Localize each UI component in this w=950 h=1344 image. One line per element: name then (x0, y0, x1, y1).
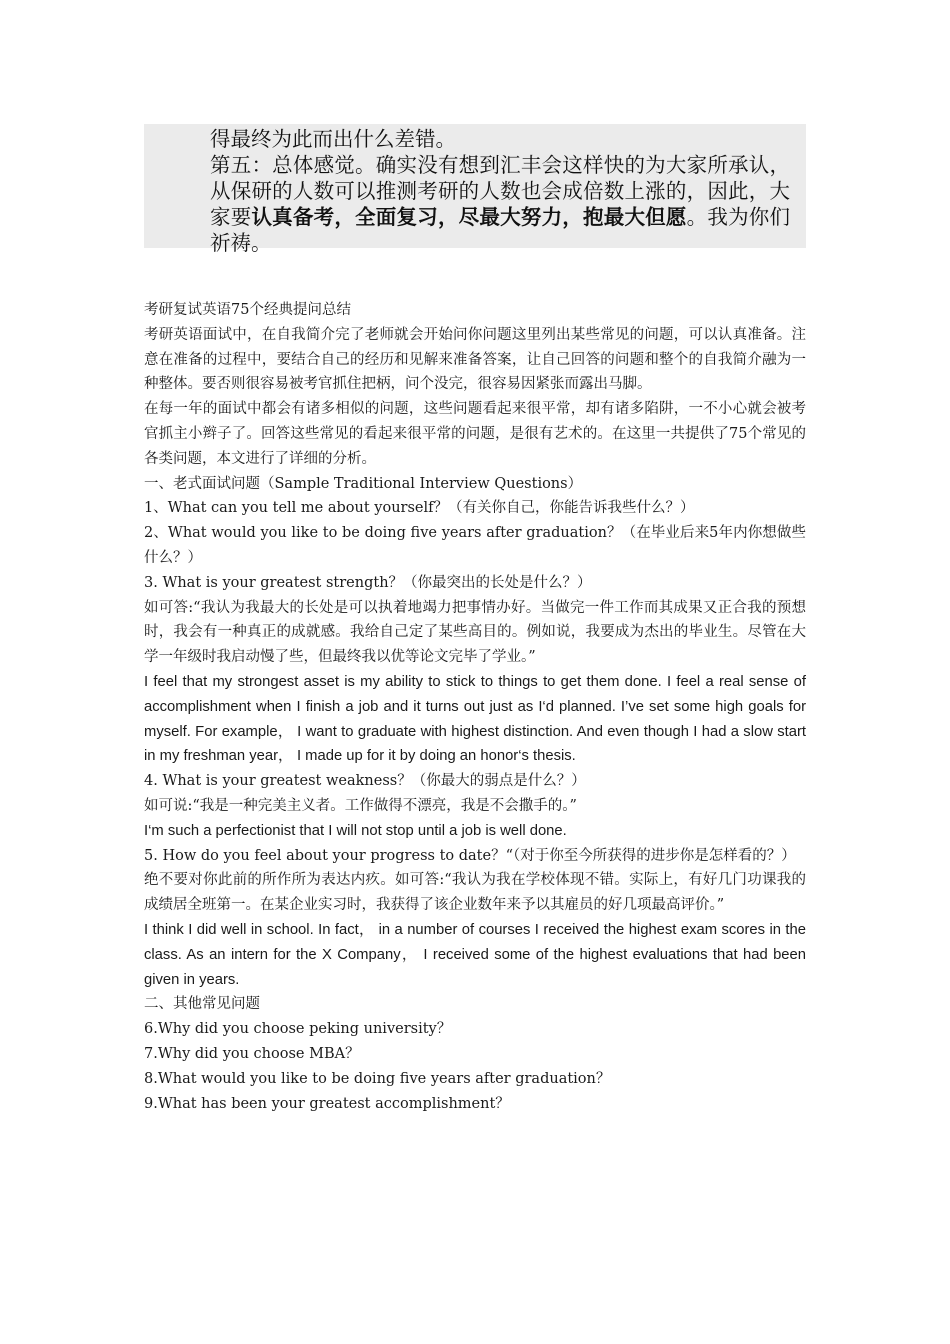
intro-paragraph-1: 考研英语面试中，在自我简介完了老师就会开始问你问题这里列出某些常见的问题，可以认真准备。注意在准备的过程中，要结合自己的经历和见解来准备答案，让自己回答的问题和整个的自我简介融为一种整体。要否则很容易被考官抓住把柄，问个没完，很容易因紧张而露出马脚。 (144, 326, 806, 393)
quote-end-text: 。我为你们祈祷。 (210, 205, 791, 255)
question-1: 1、What can you tell me about yourself？（有关你自己，你能告诉我些什么？） (144, 500, 695, 517)
answer-5-chinese: 绝不要对你此前的所作所为表达内疚。如可答:“我认为我在学校体现不错。实际上，有好几门功课我的成绩居全班第一。在某企业实习时，我获得了该企业数年来予以其雇员的好几项最高评价。” (144, 872, 806, 914)
quote-paragraph (210, 152, 790, 256)
question-5: 5. How do you feel about your progress to date？“（对于你至今所获得的进步你是怎样看的？） (144, 847, 796, 864)
question-8: 8.What would you like to be doing five years after graduation？ (144, 1070, 611, 1087)
question-4: 4. What is your greatest weakness？（你最大的弱点是什么？） (144, 773, 586, 790)
section-heading-1: 一、老式面试问题（Sample Traditional Interview Questions） (144, 475, 583, 492)
quote-text: 第五：总体感觉。确实没有想到汇丰会这样快的为大家所承认，从保研的人数可以推测考研的人数也会成倍数上涨的，因此，大家要 (210, 153, 790, 229)
highlighted-quote-box (144, 124, 806, 255)
article-body (144, 298, 806, 1116)
intro-paragraph-2: 在每一年的面试中都会有诸多相似的问题，这些问题看起来很平常，却有诸多陷阱，一不小心就会被考官抓主小辫子了。回答这些常见的看起来很平常的问题，是很有艺术的。在这里一共提供了75个常见的各类问题，本文进行了详细的分析。 (144, 401, 806, 467)
article-title: 考研复试英语75个经典提问总结 (144, 302, 351, 318)
answer-3-english: I feel that my strongest asset is my ability to stick to things to get them done. I feel a real sense of accomplishment when I finish a job and it turns out just as I‘d planned. I’ve set some high goals for myself. For example， I want to graduate with highest distinction. And even though I had a slow start in my freshman year， I made up for it by doing an honor‘s thesis. (144, 673, 806, 765)
quote-line: 得最终为此而出什么差错。 (210, 127, 456, 151)
question-6: 6.Why did you choose peking university？ (144, 1021, 452, 1038)
question-2: 2、What would you like to be doing five years after graduation？（在毕业后来5年内你想做些什么？） (144, 525, 806, 566)
section-heading-2: 二、其他常见问题 (144, 996, 260, 1013)
question-7: 7.Why did you choose MBA？ (144, 1045, 360, 1062)
question-9: 9.What has been your greatest accomplishment？ (144, 1095, 510, 1112)
answer-5-english: I think I did well in school. In fact， in a number of courses I received the highest exam scores in the class. As an intern for the X Company， I received some of the highest evaluations that had been given in years. (144, 921, 806, 988)
question-3: 3. What is your greatest strength？（你最突出的长处是什么？） (144, 574, 592, 591)
answer-4-english: I‘m such a perfectionist that I will not stop until a job is well done. (144, 822, 567, 839)
quote-bold-text: 认真备考，全面复习，尽最大努力，抱最大但愿 (251, 205, 687, 229)
answer-4-chinese: 如可说:“我是一种完美主义者。工作做得不漂亮，我是不会撒手的。” (144, 797, 577, 814)
answer-3-chinese: 如可答:“我认为我最大的长处是可以执着地竭力把事情办好。当做完一件工作而其成果又正合我的预想时，我会有一种真正的成就感。我给自己定了某些高目的。例如说，我要成为杰出的毕业生。尽管在大学一年级时我启动慢了些，但最终我以优等论文完毕了学业。” (144, 599, 806, 666)
